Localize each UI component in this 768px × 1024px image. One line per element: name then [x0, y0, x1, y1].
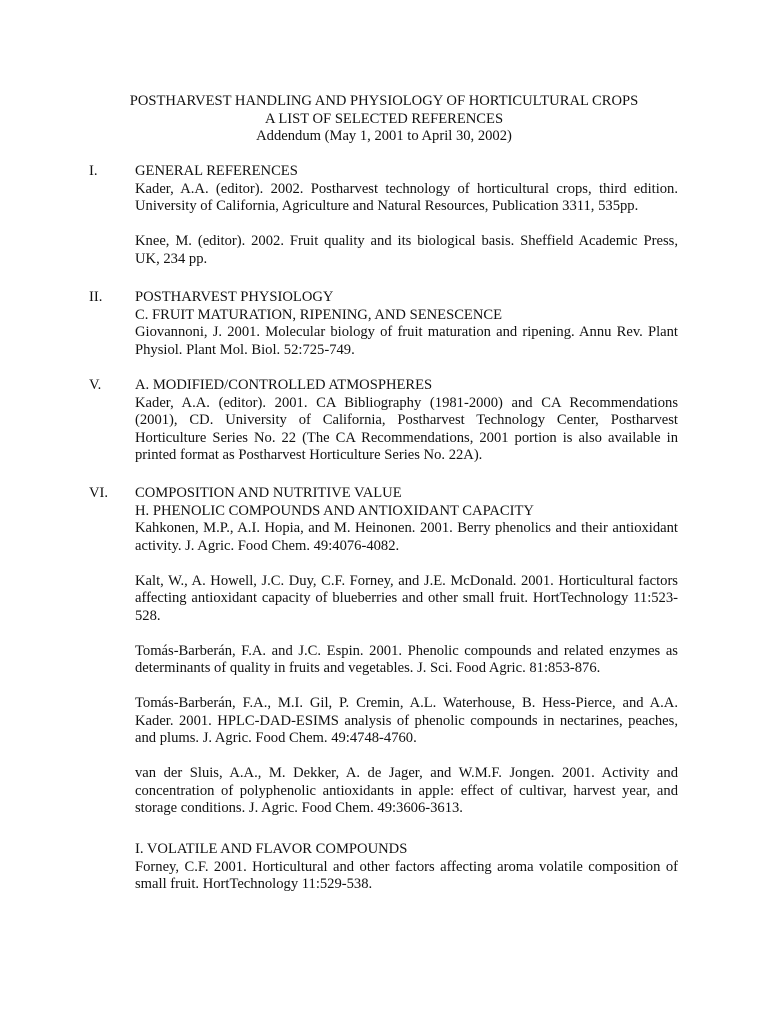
document-date-range: Addendum (May 1, 2001 to April 30, 2002)	[256, 128, 512, 144]
subsection-heading: H. PHENOLIC COMPOUNDS AND ANTIOXIDANT CAPACITY	[135, 502, 534, 519]
reference-entry: Knee, M. (editor). 2002. Fruit quality and its biological basis. Sheffield Academic Press, UK, 234 pp.	[135, 233, 678, 267]
document-title: POSTHARVEST HANDLING AND PHYSIOLOGY OF HORTICULTURAL CROPS	[129, 93, 639, 109]
reference-entry: Giovannoni, J. 2001. Molecular biology of fruit maturation and ripening. Annu Rev. Plant Physiol. Plant Mol. Biol. 52:725-749.	[135, 324, 678, 358]
section-heading: A. MODIFIED/CONTROLLED ATMOSPHERES	[135, 377, 433, 393]
reference-entry: Tomás-Barberán, F.A. and J.C. Espin. 2001. Phenolic compounds and related enzymes as determinants of quality in fruits and vegetables. J. Sci. Food Agric. 81:853-876.	[135, 642, 678, 676]
document-header	[0, 93, 768, 146]
section-heading: GENERAL REFERENCES	[135, 163, 298, 179]
section-number: II.	[89, 289, 103, 305]
section-heading: COMPOSITION AND NUTRITIVE VALUE	[135, 485, 402, 501]
section-number: I.	[89, 163, 98, 179]
reference-entry: Kalt, W., A. Howell, J.C. Duy, C.F. Forney, and J.E. McDonald. 2001. Horticultural factors affecting antioxidant capacity of blueberries and other small fruit. HortTechnology 11:523-528.	[135, 572, 678, 624]
section-number: V.	[89, 377, 102, 393]
reference-entry: Kader, A.A. (editor). 2002. Postharvest technology of horticultural crops, third edition. University of California, Agriculture and Natural Resources, Publication 3311, 535pp.	[135, 180, 678, 214]
section-number: VI.	[89, 485, 109, 501]
subsection-heading: C. FRUIT MATURATION, RIPENING, AND SENESCENCE	[135, 306, 503, 323]
reference-entry: Kader, A.A. (editor). 2001. CA Bibliography (1981-2000) and CA Recommendations (2001), CD. University of California, Postharvest Technology Center, Postharvest Horticulture Series No. 22 (The CA Recommendations, 2001 portion is also available in printed format as Postharvest Horticulture Series No. 22A).	[135, 394, 678, 463]
reference-entry: Kahkonen, M.P., A.I. Hopia, and M. Heinonen. 2001. Berry phenolics and their antioxidant activity. J. Agric. Food Chem. 49:4076-4082.	[135, 520, 678, 554]
section-heading: POSTHARVEST PHYSIOLOGY	[135, 289, 334, 305]
reference-entry: Tomás-Barberán, F.A., M.I. Gil, P. Cremin, A.L. Waterhouse, B. Hess-Pierce, and A.A. Kader. 2001. HPLC-DAD-ESIMS analysis of phenolic compounds in nectarines, peaches, and plums. J. Agric. Food Chem. 49:4748-4760.	[135, 695, 678, 746]
reference-entry: Forney, C.F. 2001. Horticultural and other factors affecting aroma volatile composition of small fruit. HortTechnology 11:529-538.	[135, 858, 678, 892]
document-subtitle: A LIST OF SELECTED REFERENCES	[264, 110, 504, 127]
reference-entry: van der Sluis, A.A., M. Dekker, A. de Jager, and W.M.F. Jongen. 2001. Activity and concentration of polyphenolic antioxidants in apple: effect of cultivar, harvest year, and storage conditions. J. Agric. Food Chem. 49:3606-3613.	[135, 765, 678, 816]
subsection-heading: I. VOLATILE AND FLAVOR COMPOUNDS	[135, 841, 408, 857]
